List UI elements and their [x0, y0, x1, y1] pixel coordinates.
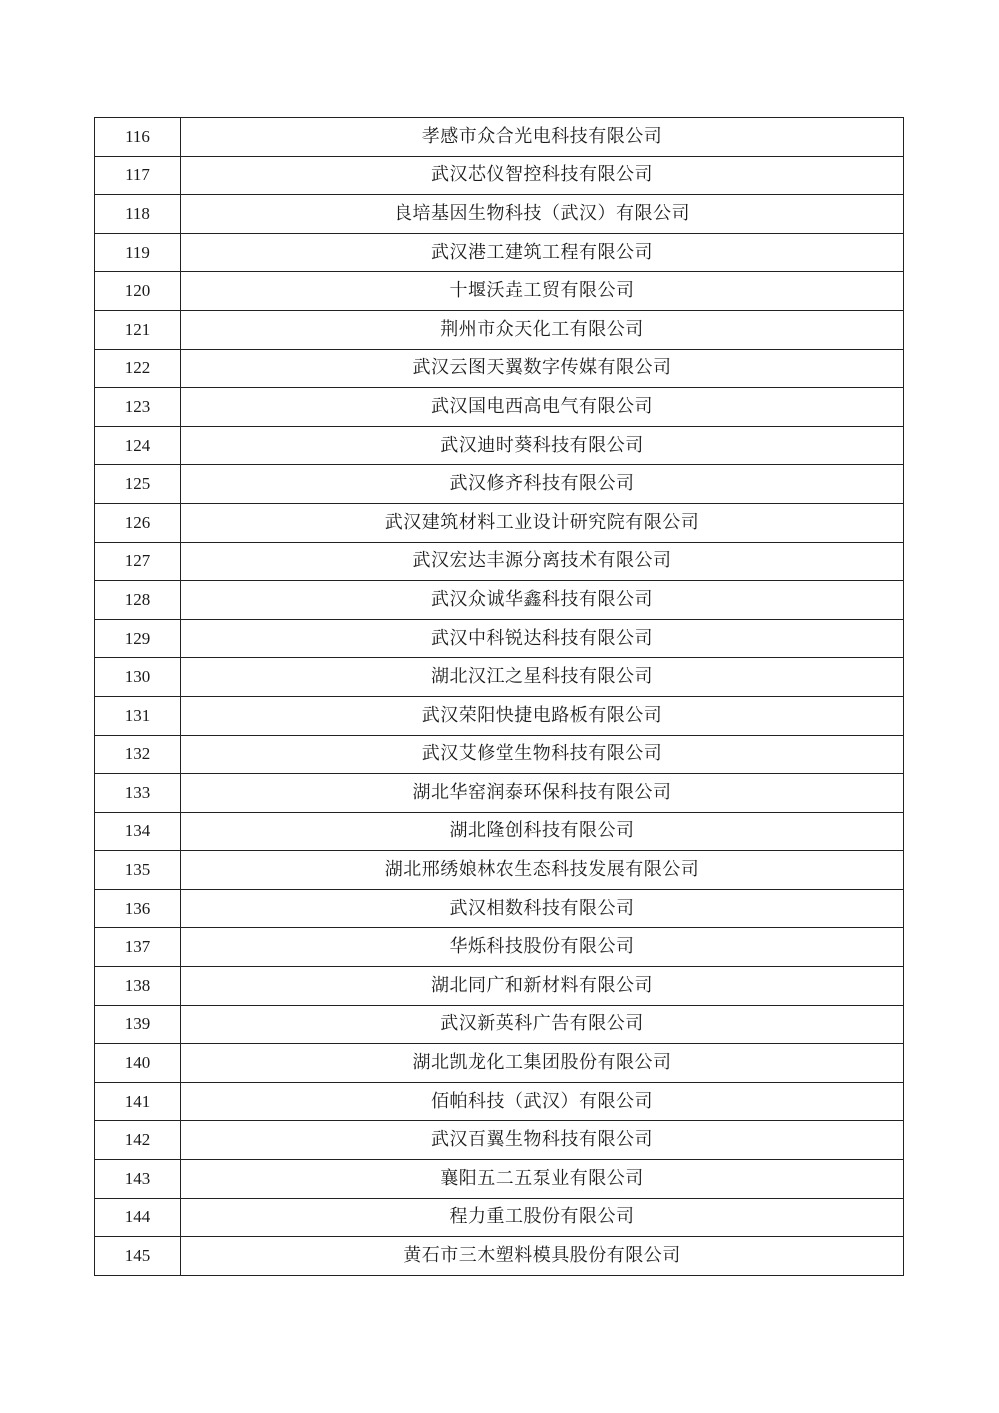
row-number: 122 [95, 349, 181, 388]
row-number: 138 [95, 967, 181, 1006]
table-body [95, 118, 904, 1276]
row-number: 143 [95, 1160, 181, 1199]
company-name: 荆州市众天化工有限公司 [181, 310, 904, 349]
table-row [95, 774, 904, 813]
company-name: 湖北同广和新材料有限公司 [181, 967, 904, 1006]
company-name: 武汉荣阳快捷电路板有限公司 [181, 696, 904, 735]
company-name: 程力重工股份有限公司 [181, 1198, 904, 1237]
table-row [95, 619, 904, 658]
table-row [95, 735, 904, 774]
table-row [95, 889, 904, 928]
company-name: 湖北隆创科技有限公司 [181, 812, 904, 851]
company-name: 武汉众诚华鑫科技有限公司 [181, 581, 904, 620]
row-number: 131 [95, 696, 181, 735]
table-row [95, 542, 904, 581]
company-name: 武汉港工建筑工程有限公司 [181, 233, 904, 272]
row-number: 126 [95, 503, 181, 542]
table-row [95, 233, 904, 272]
company-name: 武汉国电西高电气有限公司 [181, 388, 904, 427]
row-number: 129 [95, 619, 181, 658]
row-number: 139 [95, 1005, 181, 1044]
table-row [95, 658, 904, 697]
company-name: 武汉宏达丰源分离技术有限公司 [181, 542, 904, 581]
row-number: 141 [95, 1082, 181, 1121]
row-number: 127 [95, 542, 181, 581]
table-row [95, 967, 904, 1006]
company-name: 襄阳五二五泵业有限公司 [181, 1160, 904, 1199]
company-name: 良培基因生物科技（武汉）有限公司 [181, 195, 904, 234]
row-number: 124 [95, 426, 181, 465]
company-name: 黄石市三木塑料模具股份有限公司 [181, 1237, 904, 1276]
table-row [95, 310, 904, 349]
table-row [95, 1121, 904, 1160]
table-row [95, 1082, 904, 1121]
company-name: 佰帕科技（武汉）有限公司 [181, 1082, 904, 1121]
company-name: 华烁科技股份有限公司 [181, 928, 904, 967]
company-name: 湖北凯龙化工集团股份有限公司 [181, 1044, 904, 1083]
row-number: 117 [95, 156, 181, 195]
row-number: 144 [95, 1198, 181, 1237]
table-row [95, 1160, 904, 1199]
table-row [95, 696, 904, 735]
company-list-table [94, 117, 904, 1276]
row-number: 121 [95, 310, 181, 349]
company-name: 武汉云图天翼数字传媒有限公司 [181, 349, 904, 388]
table-row [95, 851, 904, 890]
table-row [95, 465, 904, 504]
table-row [95, 156, 904, 195]
table-row [95, 503, 904, 542]
row-number: 118 [95, 195, 181, 234]
table-row [95, 426, 904, 465]
table-row [95, 388, 904, 427]
row-number: 125 [95, 465, 181, 504]
company-name: 武汉相数科技有限公司 [181, 889, 904, 928]
company-name: 武汉迪时葵科技有限公司 [181, 426, 904, 465]
row-number: 132 [95, 735, 181, 774]
row-number: 119 [95, 233, 181, 272]
company-name: 武汉中科锐达科技有限公司 [181, 619, 904, 658]
row-number: 142 [95, 1121, 181, 1160]
row-number: 130 [95, 658, 181, 697]
table-row [95, 1237, 904, 1276]
table-row [95, 1005, 904, 1044]
table-row [95, 1044, 904, 1083]
company-name: 武汉修齐科技有限公司 [181, 465, 904, 504]
company-name: 湖北汉江之星科技有限公司 [181, 658, 904, 697]
row-number: 123 [95, 388, 181, 427]
row-number: 135 [95, 851, 181, 890]
table-row [95, 349, 904, 388]
table-row [95, 195, 904, 234]
table-row [95, 118, 904, 157]
company-name: 武汉建筑材料工业设计研究院有限公司 [181, 503, 904, 542]
row-number: 120 [95, 272, 181, 311]
table-row [95, 1198, 904, 1237]
company-name: 湖北邢绣娘林农生态科技发展有限公司 [181, 851, 904, 890]
company-name: 武汉新英科广告有限公司 [181, 1005, 904, 1044]
company-name: 武汉百翼生物科技有限公司 [181, 1121, 904, 1160]
company-name: 十堰沃垚工贸有限公司 [181, 272, 904, 311]
row-number: 136 [95, 889, 181, 928]
row-number: 134 [95, 812, 181, 851]
row-number: 116 [95, 118, 181, 157]
table-row [95, 928, 904, 967]
table-row [95, 581, 904, 620]
row-number: 137 [95, 928, 181, 967]
table-row [95, 812, 904, 851]
company-name: 武汉艾修堂生物科技有限公司 [181, 735, 904, 774]
row-number: 133 [95, 774, 181, 813]
row-number: 145 [95, 1237, 181, 1276]
row-number: 128 [95, 581, 181, 620]
table-row [95, 272, 904, 311]
company-name: 湖北华窑润泰环保科技有限公司 [181, 774, 904, 813]
company-name: 武汉芯仪智控科技有限公司 [181, 156, 904, 195]
row-number: 140 [95, 1044, 181, 1083]
company-name: 孝感市众合光电科技有限公司 [181, 118, 904, 157]
